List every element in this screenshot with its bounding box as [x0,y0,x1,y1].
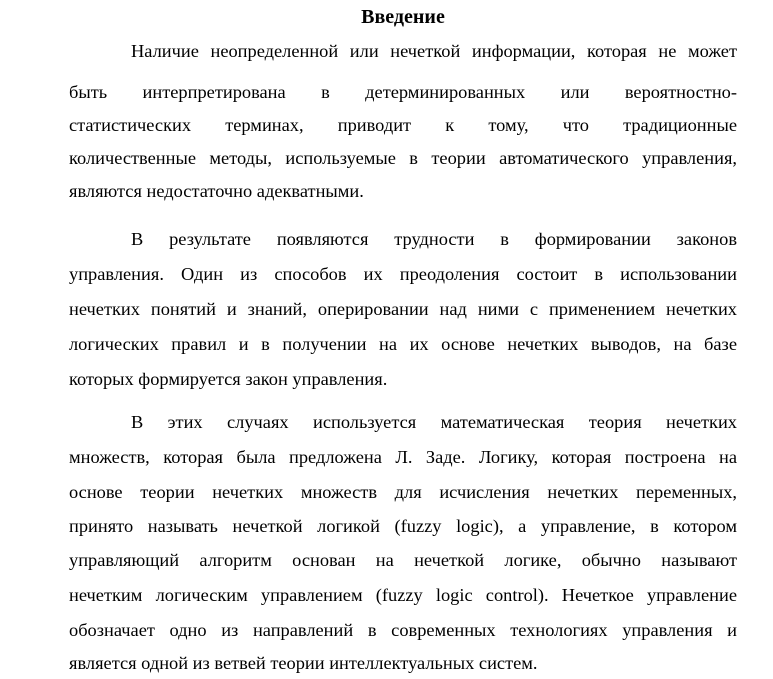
paragraph-line: статистических терминах, приводит к тому, что традиционные [69,115,737,135]
paragraph-line: Наличие неопределенной или нечеткой информации, которая не может [131,41,737,61]
paragraph-line: управляющий алгоритм основан на нечеткой логике, обычно называют [69,550,737,570]
paragraph-line: нечетких понятий и знаний, оперировании над ними с применением нечетких [69,299,737,319]
paragraph-line: нечетким логическим управлением (fuzzy logic control). Нечеткое управление [69,585,737,605]
paragraph-line: В этих случаях используется математическая теория нечетких [131,412,737,432]
paragraph-line: множеств, которая была предложена Л. Заде. Логику, которая построена на [69,447,737,467]
paragraph-line: количественные методы, используемые в теории автоматического управления, [69,148,737,168]
paragraph-line: являются недостаточно адекватными. [69,181,364,201]
document-title: Введение [361,6,445,28]
paragraph-line: которых формируется закон управления. [69,369,388,389]
paragraph-line: управления. Один из способов их преодоления состоит в использовании [69,264,737,284]
paragraph-line: является одной из ветвей теории интеллектуальных систем. [69,653,538,673]
paragraph-line: принято называть нечеткой логикой (fuzzy logic), а управление, в котором [69,516,737,536]
paragraph-line: обозначает одно из направлений в современных технологиях управления и [69,620,737,640]
paragraph-line: В результате появляются трудности в формировании законов [131,229,737,249]
paragraph-line: основе теории нечетких множеств для исчисления нечетких переменных, [69,482,737,502]
paragraph-line: быть интерпретирована в детерминированных или вероятностно- [69,82,737,102]
paragraph-line: логических правил и в получении на их основе нечетких выводов, на базе [69,334,737,354]
